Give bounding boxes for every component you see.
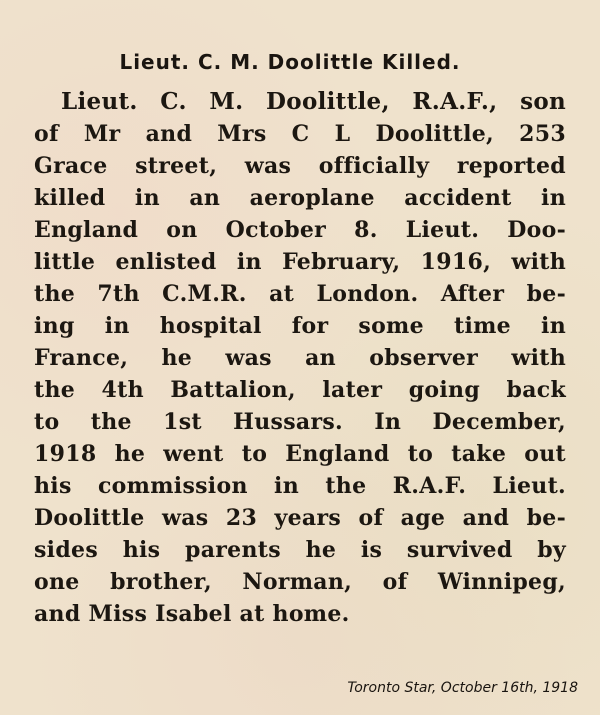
article-line: Lieut. C. M. Doolittle, R.A.F., son	[61, 88, 566, 115]
article-line: killed in an aeroplane accident in	[34, 185, 566, 211]
article-line: one brother, Norman, of Winnipeg,	[34, 569, 566, 595]
article-line: the 4th Battalion, later going back	[34, 377, 566, 403]
article-line: Grace street, was officially reported	[34, 153, 566, 179]
article-line: his commission in the R.A.F. Lieut.	[34, 473, 566, 499]
article-line: little enlisted in February, 1916, with	[34, 249, 566, 275]
article-line: of Mr and Mrs C L Doolittle, 253	[34, 121, 566, 147]
article-line: sides his parents he is survived by	[34, 537, 566, 563]
article-line: England on October 8. Lieut. Doo-	[34, 217, 566, 243]
article-line: and Miss Isabel at home.	[34, 601, 350, 627]
article-body	[34, 86, 566, 630]
article-line: the 7th C.M.R. at London. After be-	[34, 281, 566, 307]
article-line: to the 1st Hussars. In December,	[34, 409, 566, 435]
headline: Lieut. C. M. Doolittle Killed.	[119, 50, 461, 74]
article-line: 1918 he went to England to take out	[34, 441, 566, 467]
article-line: Doolittle was 23 years of age and be-	[34, 505, 566, 531]
source-credit: Toronto Star, October 16th, 1918	[347, 680, 578, 696]
article-line: ing in hospital for some time in	[34, 313, 566, 339]
article-line: France, he was an observer with	[34, 345, 566, 371]
